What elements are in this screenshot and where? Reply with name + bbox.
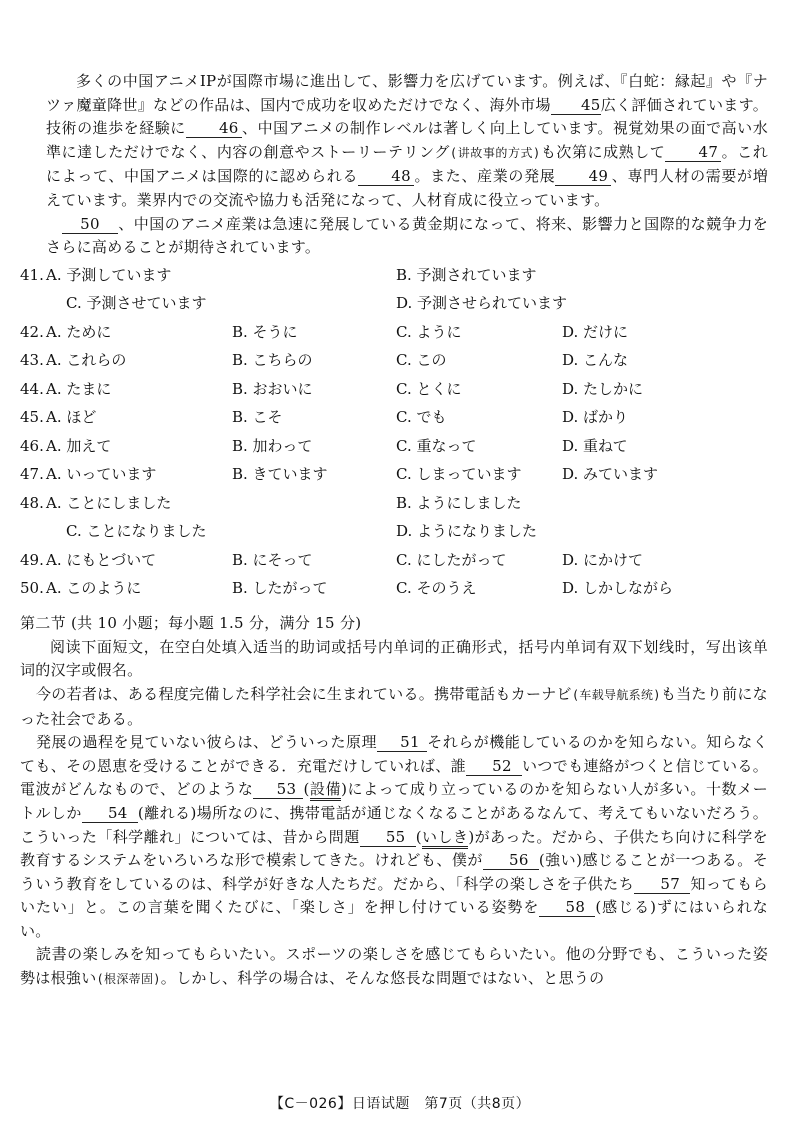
option-44-b[interactable]: B. おおいに bbox=[232, 379, 313, 398]
option-49-d[interactable]: D. にかけて bbox=[562, 550, 644, 569]
blank-47: 47 bbox=[665, 143, 721, 162]
option-42-d[interactable]: D. だけに bbox=[562, 322, 629, 341]
blank-56: 56 bbox=[483, 851, 539, 870]
option-44-a[interactable]: A. たまに bbox=[46, 379, 112, 398]
option-42-b[interactable]: B. そうに bbox=[232, 322, 298, 341]
option-50-d[interactable]: D. しかしながら bbox=[562, 579, 674, 598]
section-2-instruction: 阅读下面短文，在空白处填入适当的助词或括号内单词的正确形式，括号内单词有双下划线时，写出该单词的汉字或假名。 bbox=[20, 637, 768, 680]
option-47-d[interactable]: D. みています bbox=[562, 465, 659, 484]
option-46-d[interactable]: D. 重ねて bbox=[562, 436, 628, 455]
question-48: 48. A. ことにしました B. ようにしました bbox=[46, 489, 768, 518]
passage-1-paragraph-2: 50 、中国のアニメ産業は急速に発展している黄金期になって、将来、影響力と国際的な競争力をさらに高めることが期待されています。 bbox=[46, 214, 768, 257]
blank-55: 55 bbox=[360, 828, 416, 847]
passage-2-paragraph-1: 今の若者は、ある程度完備した科学社会に生まれている。携帯電話もカーナビ(车载导航系统)も当たり前になった社会である。 bbox=[20, 684, 768, 728]
option-50-c[interactable]: C. そのうえ bbox=[396, 579, 477, 598]
question-46: 46. A. 加えて B. 加わって C. 重なって D. 重ねて bbox=[46, 432, 768, 461]
question-43: 43. A. これらの B. こちらの C. この D. こんな bbox=[46, 346, 768, 375]
option-50-a[interactable]: A. このように bbox=[46, 579, 142, 598]
question-44: 44. A. たまに B. おおいに C. とくに D. たしかに bbox=[46, 375, 768, 404]
option-47-b[interactable]: B. きています bbox=[232, 465, 328, 484]
question-49: 49. A. にもとづいて B. にそって C. にしたがって D. にかけて bbox=[46, 546, 768, 575]
option-47-c[interactable]: C. しまっています bbox=[396, 465, 522, 484]
question-42: 42. A. ために B. そうに C. ように D. だけに bbox=[46, 318, 768, 347]
blank-57: 57 bbox=[634, 875, 690, 894]
option-49-b[interactable]: B. にそって bbox=[232, 550, 313, 569]
blank-49: 49 bbox=[555, 167, 611, 186]
option-43-d[interactable]: D. こんな bbox=[562, 351, 629, 370]
reading-passage-1 bbox=[46, 70, 768, 260]
option-50-b[interactable]: B. したがって bbox=[232, 579, 328, 598]
option-41-a[interactable]: A. 予測しています bbox=[46, 265, 172, 284]
passage-1-paragraph-1: 多くの中国アニメIPが国際市場に進出して、影響力を広げています。例えば、『白蛇：縁起』や『ナツァ魔童降世』などの作品は、国内で成功を収めただけでなく、海外市場 45広く評価されています。技術の進歩を経験に 46 、中国アニメの制作レベルは著しく向上しています。視覚効果の面で高い水準に達しただけでなく、内容の創意やストーリーテリング(讲故事的方式)も次第に成熟して 47 。これによって、中国アニメは国際的に認められる 48 。また、産業の発展 49 、専門人材の需要が増えています。業界内での交流や協力も活発になって、人材育成に役立っています。 bbox=[46, 72, 769, 209]
option-48-c[interactable]: C. ことになりました bbox=[66, 522, 207, 541]
blank-51: 51 bbox=[377, 733, 427, 752]
option-47-a[interactable]: A. いっています bbox=[46, 465, 157, 484]
option-45-a[interactable]: A. ほど bbox=[46, 408, 97, 427]
question-47: 47. A. いっています B. きています C. しまっています D. みています bbox=[46, 460, 768, 489]
question-41-cont bbox=[46, 289, 768, 318]
option-42-a[interactable]: A. ために bbox=[46, 322, 112, 341]
gloss-note: (根深蒂固) bbox=[96, 972, 161, 987]
blank-45: 45 bbox=[551, 96, 601, 115]
blank-50: 50 bbox=[62, 215, 118, 234]
option-45-d[interactable]: D. ばかり bbox=[562, 408, 629, 427]
option-45-b[interactable]: B. こそ bbox=[232, 408, 283, 427]
question-48-cont bbox=[46, 517, 768, 546]
blank-46: 46 bbox=[186, 119, 242, 138]
option-49-a[interactable]: A. にもとづいて bbox=[46, 550, 157, 569]
question-41: 41. A. 予測しています B. 予測されています bbox=[46, 261, 768, 290]
blank-58: 58 bbox=[539, 898, 595, 917]
gloss-note: (讲故事的方式) bbox=[449, 145, 541, 160]
option-45-c[interactable]: C. でも bbox=[396, 408, 447, 427]
passage-2-paragraph-2: 発展の過程を見ていない彼らは、どういった原理 51 それらが機能しているのかを知らない。知らなくても、その恩恵を受けることができる．充電だけしていれば、誰 52 いつでも連絡がつくと信じている。電波がどんなもので、どのような 53 (設備)によって成り立っているのかを知らない人が多い。十数メートルしか 54 (離れる)場所なのに、携帯電話が通じなくなることがあるなんて、考えてもいないだろう。こういった「科学離れ」については、昔から問題 55 (いしき)があった。だから、子供たち向けに科学を教育するシステムをいろいろな形で模索してきた。けれども、僕が 56 (強い)感じることが一つある。そういう教育をしているのは、科学が好きな人たちだ。だから、「科学の楽しさを子供たち 57 知ってもらいたい」と。この言葉を聞くたびに、「楽しさ」を押し付けている姿勢を 58 (感じる)ずにはいられない。 bbox=[20, 733, 768, 940]
option-44-c[interactable]: C. とくに bbox=[396, 379, 462, 398]
word-53: 設備 bbox=[310, 780, 341, 801]
blank-52: 52 bbox=[466, 757, 522, 776]
option-48-a[interactable]: A. ことにしました bbox=[46, 493, 172, 512]
option-46-a[interactable]: A. 加えて bbox=[46, 436, 112, 455]
option-42-c[interactable]: C. ように bbox=[396, 322, 462, 341]
blank-53: 53 bbox=[253, 780, 303, 799]
option-43-a[interactable]: A. これらの bbox=[46, 351, 127, 370]
option-44-d[interactable]: D. たしかに bbox=[562, 379, 644, 398]
option-46-b[interactable]: B. 加わって bbox=[232, 436, 313, 455]
option-48-b[interactable]: B. ようにしました bbox=[396, 493, 522, 512]
gloss-note: (车载导航系统) bbox=[571, 687, 661, 702]
option-41-c[interactable]: C. 予測させています bbox=[66, 294, 207, 313]
option-48-d[interactable]: D. ようになりました bbox=[396, 522, 538, 541]
option-43-b[interactable]: B. こちらの bbox=[232, 351, 313, 370]
question-50: 50. A. このように B. したがって C. そのうえ D. しかしながら bbox=[46, 574, 768, 603]
option-43-c[interactable]: C. この bbox=[396, 351, 447, 370]
blank-54: 54 bbox=[82, 804, 138, 823]
question-45: 45. A. ほど B. こそ C. でも D. ばかり bbox=[46, 403, 768, 432]
answer-options bbox=[20, 261, 768, 603]
option-41-d[interactable]: D. 予測させられています bbox=[396, 294, 568, 313]
option-41-b[interactable]: B. 予測されています bbox=[396, 265, 537, 284]
word-55: いしき bbox=[422, 828, 469, 849]
option-49-c[interactable]: C. にしたがって bbox=[396, 550, 507, 569]
reading-passage-2 bbox=[20, 683, 768, 992]
page-footer: 【C－026】日语试题 第7页（共8页） bbox=[269, 1096, 531, 1112]
exam-page bbox=[20, 70, 769, 992]
passage-2-paragraph-3: 読書の楽しみを知ってもらいたい。スポーツの楽しさを感じてもらいたい。他の分野でも、こういった姿勢は根強い(根深蒂固)。しかし、科学の場合は、そんな悠長な問題ではない、と思うの bbox=[20, 945, 768, 988]
option-46-c[interactable]: C. 重なって bbox=[396, 436, 477, 455]
section-2-heading: 第二节 (共 10 小题；每小题 1.5 分，满分 15 分) bbox=[20, 613, 362, 632]
blank-48: 48 bbox=[358, 167, 414, 186]
